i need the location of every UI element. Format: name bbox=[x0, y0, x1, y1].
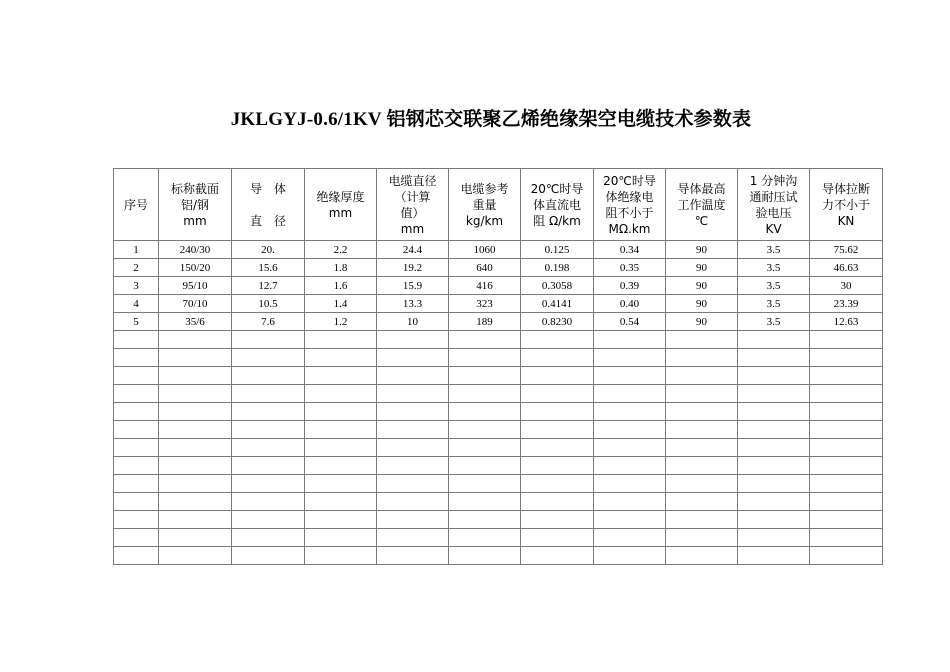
header-line: 值） bbox=[400, 205, 425, 220]
empty-cell bbox=[521, 475, 594, 493]
table-header-row bbox=[114, 169, 883, 241]
empty-cell bbox=[594, 385, 666, 403]
document-title: JKLGYJ-0.6/1KV 铝钢芯交联聚乙烯绝缘架空电缆技术参数表 bbox=[230, 109, 752, 130]
table-cell: 416 bbox=[449, 277, 521, 295]
empty-cell bbox=[114, 529, 159, 547]
empty-cell bbox=[305, 421, 377, 439]
empty-cell bbox=[738, 529, 810, 547]
empty-cell bbox=[810, 457, 883, 475]
empty-cell bbox=[114, 511, 159, 529]
empty-cell bbox=[159, 421, 232, 439]
header-line: 标称截面 bbox=[170, 181, 219, 196]
empty-table-row bbox=[114, 493, 883, 511]
empty-cell bbox=[594, 349, 666, 367]
header-line: 导体拉断 bbox=[821, 181, 870, 196]
empty-cell bbox=[521, 493, 594, 511]
empty-cell bbox=[449, 511, 521, 529]
table-cell: 2 bbox=[114, 259, 159, 277]
empty-cell bbox=[305, 331, 377, 349]
table-cell: 3.5 bbox=[738, 259, 810, 277]
table-cell: 150/20 bbox=[159, 259, 232, 277]
empty-cell bbox=[305, 457, 377, 475]
empty-cell bbox=[738, 349, 810, 367]
empty-cell bbox=[521, 367, 594, 385]
table-cell: 0.8230 bbox=[521, 313, 594, 331]
table-cell: 30 bbox=[810, 277, 883, 295]
empty-table-row bbox=[114, 403, 883, 421]
spec-table bbox=[113, 168, 883, 565]
empty-cell bbox=[594, 457, 666, 475]
empty-cell bbox=[159, 403, 232, 421]
empty-cell bbox=[377, 547, 449, 565]
empty-cell bbox=[666, 547, 738, 565]
empty-cell bbox=[521, 349, 594, 367]
table-cell: 13.3 bbox=[377, 295, 449, 313]
empty-cell bbox=[114, 547, 159, 565]
empty-cell bbox=[738, 439, 810, 457]
empty-cell bbox=[666, 349, 738, 367]
empty-cell bbox=[232, 547, 305, 565]
empty-cell bbox=[377, 529, 449, 547]
empty-cell bbox=[159, 493, 232, 511]
empty-cell bbox=[594, 421, 666, 439]
header-line: 力不小于 bbox=[821, 197, 870, 212]
header-line: 重量 bbox=[472, 197, 497, 212]
column-header bbox=[377, 169, 449, 241]
empty-cell bbox=[114, 385, 159, 403]
empty-cell bbox=[738, 475, 810, 493]
header-line: KV bbox=[765, 221, 782, 236]
empty-cell bbox=[666, 457, 738, 475]
empty-cell bbox=[449, 529, 521, 547]
empty-cell bbox=[594, 547, 666, 565]
header-line: 1 分钟沟 bbox=[749, 173, 798, 188]
table-cell: 95/10 bbox=[159, 277, 232, 295]
header-line bbox=[232, 197, 304, 213]
table-cell: 46.63 bbox=[810, 259, 883, 277]
table-cell: 15.6 bbox=[232, 259, 305, 277]
empty-cell bbox=[666, 367, 738, 385]
empty-cell bbox=[377, 421, 449, 439]
header-line: mm bbox=[183, 213, 207, 228]
empty-cell bbox=[305, 475, 377, 493]
table-cell: 35/6 bbox=[159, 313, 232, 331]
empty-cell bbox=[377, 349, 449, 367]
table-cell: 0.198 bbox=[521, 259, 594, 277]
table-cell: 1060 bbox=[449, 241, 521, 259]
table-cell: 189 bbox=[449, 313, 521, 331]
table-cell: 12.63 bbox=[810, 313, 883, 331]
table-cell: 90 bbox=[666, 259, 738, 277]
table-cell: 0.125 bbox=[521, 241, 594, 259]
table-cell: 0.3058 bbox=[521, 277, 594, 295]
table-cell: 640 bbox=[449, 259, 521, 277]
header-line: 阻 Ω/km bbox=[533, 213, 581, 228]
empty-cell bbox=[810, 547, 883, 565]
empty-cell bbox=[738, 385, 810, 403]
empty-cell bbox=[810, 529, 883, 547]
header-line: 电缆参考 bbox=[460, 181, 509, 196]
header-line: 验电压 bbox=[755, 205, 792, 220]
table-cell: 5 bbox=[114, 313, 159, 331]
empty-cell bbox=[232, 349, 305, 367]
table-cell: 3.5 bbox=[738, 277, 810, 295]
empty-cell bbox=[232, 403, 305, 421]
empty-cell bbox=[449, 547, 521, 565]
empty-cell bbox=[810, 367, 883, 385]
empty-cell bbox=[521, 511, 594, 529]
empty-table-row bbox=[114, 331, 883, 349]
empty-cell bbox=[305, 439, 377, 457]
empty-cell bbox=[377, 331, 449, 349]
header-line: 20℃时导 bbox=[530, 181, 584, 196]
header-line: mm bbox=[328, 205, 353, 220]
column-header bbox=[810, 169, 883, 241]
empty-cell bbox=[521, 421, 594, 439]
empty-cell bbox=[305, 493, 377, 511]
column-header bbox=[449, 169, 521, 241]
table-cell: 0.35 bbox=[594, 259, 666, 277]
empty-cell bbox=[666, 511, 738, 529]
empty-table-row bbox=[114, 457, 883, 475]
empty-cell bbox=[232, 367, 305, 385]
column-header bbox=[159, 169, 232, 241]
empty-cell bbox=[738, 493, 810, 511]
header-line: 体直流电 bbox=[532, 197, 581, 212]
empty-cell bbox=[521, 403, 594, 421]
empty-cell bbox=[594, 529, 666, 547]
empty-cell bbox=[305, 403, 377, 421]
empty-cell bbox=[305, 367, 377, 385]
empty-table-row bbox=[114, 367, 883, 385]
table-cell: 70/10 bbox=[159, 295, 232, 313]
header-line: 绝缘厚度 bbox=[316, 189, 365, 204]
empty-table-row bbox=[114, 385, 883, 403]
empty-cell bbox=[810, 493, 883, 511]
empty-cell bbox=[594, 511, 666, 529]
empty-cell bbox=[810, 421, 883, 439]
table-cell: 3 bbox=[114, 277, 159, 295]
table-cell: 20. bbox=[232, 241, 305, 259]
empty-cell bbox=[114, 493, 159, 511]
empty-cell bbox=[666, 403, 738, 421]
empty-cell bbox=[159, 367, 232, 385]
empty-cell bbox=[738, 403, 810, 421]
header-line: 阻不小于 bbox=[605, 205, 654, 220]
empty-table-row bbox=[114, 421, 883, 439]
table-row bbox=[114, 313, 883, 331]
table-cell: 1.8 bbox=[305, 259, 377, 277]
empty-cell bbox=[377, 475, 449, 493]
header-line: KN bbox=[837, 213, 855, 228]
table-cell: 75.62 bbox=[810, 241, 883, 259]
empty-cell bbox=[449, 493, 521, 511]
header-line: 铝/钢 bbox=[180, 197, 210, 212]
empty-cell bbox=[377, 385, 449, 403]
empty-cell bbox=[232, 331, 305, 349]
column-header bbox=[594, 169, 666, 241]
empty-cell bbox=[159, 331, 232, 349]
table-row bbox=[114, 295, 883, 313]
empty-cell bbox=[521, 385, 594, 403]
empty-cell bbox=[305, 547, 377, 565]
empty-cell bbox=[449, 331, 521, 349]
header-line: 直 径 bbox=[249, 213, 286, 228]
table-cell: 19.2 bbox=[377, 259, 449, 277]
table-cell: 90 bbox=[666, 241, 738, 259]
header-line: MΩ.km bbox=[608, 221, 651, 236]
empty-cell bbox=[666, 493, 738, 511]
table-cell: 1.4 bbox=[305, 295, 377, 313]
empty-cell bbox=[377, 493, 449, 511]
empty-cell bbox=[738, 511, 810, 529]
empty-cell bbox=[666, 331, 738, 349]
empty-cell bbox=[666, 421, 738, 439]
table-cell: 323 bbox=[449, 295, 521, 313]
empty-cell bbox=[159, 547, 232, 565]
empty-cell bbox=[810, 439, 883, 457]
empty-table-row bbox=[114, 547, 883, 565]
empty-cell bbox=[738, 331, 810, 349]
empty-table-row bbox=[114, 349, 883, 367]
empty-cell bbox=[159, 511, 232, 529]
header-line: 20℃时导 bbox=[603, 173, 656, 188]
empty-cell bbox=[810, 349, 883, 367]
empty-cell bbox=[594, 439, 666, 457]
empty-cell bbox=[159, 349, 232, 367]
header-line: 体绝缘电 bbox=[605, 189, 654, 204]
empty-table-row bbox=[114, 511, 883, 529]
table-cell: 90 bbox=[666, 313, 738, 331]
empty-cell bbox=[521, 529, 594, 547]
empty-table-row bbox=[114, 439, 883, 457]
header-line: （计算 bbox=[394, 189, 431, 204]
empty-cell bbox=[449, 349, 521, 367]
table-cell: 3.5 bbox=[738, 241, 810, 259]
empty-cell bbox=[377, 439, 449, 457]
header-line: kg/km bbox=[465, 213, 504, 228]
empty-cell bbox=[114, 421, 159, 439]
empty-table-row bbox=[114, 475, 883, 493]
empty-cell bbox=[232, 475, 305, 493]
empty-cell bbox=[377, 367, 449, 385]
empty-cell bbox=[810, 475, 883, 493]
empty-cell bbox=[159, 475, 232, 493]
column-header bbox=[738, 169, 810, 241]
table-cell: 1.2 bbox=[305, 313, 377, 331]
empty-cell bbox=[594, 493, 666, 511]
empty-cell bbox=[594, 403, 666, 421]
table-cell: 2.2 bbox=[305, 241, 377, 259]
empty-cell bbox=[377, 403, 449, 421]
table-cell: 0.4141 bbox=[521, 295, 594, 313]
empty-cell bbox=[232, 439, 305, 457]
table-cell: 24.4 bbox=[377, 241, 449, 259]
empty-cell bbox=[594, 367, 666, 385]
table-cell: 12.7 bbox=[232, 277, 305, 295]
empty-table-row bbox=[114, 529, 883, 547]
header-line: 通耐压试 bbox=[749, 189, 798, 204]
column-header bbox=[232, 169, 305, 241]
table-cell: 240/30 bbox=[159, 241, 232, 259]
header-line: 序号 bbox=[123, 197, 148, 212]
empty-cell bbox=[666, 529, 738, 547]
empty-cell bbox=[738, 421, 810, 439]
empty-cell bbox=[232, 493, 305, 511]
empty-cell bbox=[521, 331, 594, 349]
table-body bbox=[114, 241, 883, 565]
empty-cell bbox=[449, 367, 521, 385]
header-line: 导体最高 bbox=[677, 181, 726, 196]
empty-cell bbox=[305, 529, 377, 547]
empty-cell bbox=[114, 475, 159, 493]
table-cell: 4 bbox=[114, 295, 159, 313]
column-header bbox=[305, 169, 377, 241]
empty-cell bbox=[305, 385, 377, 403]
empty-cell bbox=[449, 385, 521, 403]
empty-cell bbox=[666, 439, 738, 457]
table-cell: 90 bbox=[666, 277, 738, 295]
table-cell: 7.6 bbox=[232, 313, 305, 331]
empty-cell bbox=[810, 385, 883, 403]
empty-cell bbox=[810, 511, 883, 529]
empty-cell bbox=[594, 475, 666, 493]
empty-cell bbox=[521, 547, 594, 565]
empty-cell bbox=[159, 457, 232, 475]
empty-cell bbox=[810, 403, 883, 421]
empty-cell bbox=[305, 511, 377, 529]
table-cell: 3.5 bbox=[738, 295, 810, 313]
table-cell: 0.54 bbox=[594, 313, 666, 331]
empty-cell bbox=[114, 403, 159, 421]
column-header bbox=[521, 169, 594, 241]
empty-cell bbox=[738, 457, 810, 475]
table-row bbox=[114, 259, 883, 277]
empty-cell bbox=[114, 457, 159, 475]
column-header bbox=[114, 169, 159, 241]
empty-cell bbox=[305, 349, 377, 367]
empty-cell bbox=[232, 385, 305, 403]
empty-cell bbox=[114, 367, 159, 385]
empty-cell bbox=[232, 511, 305, 529]
empty-cell bbox=[159, 385, 232, 403]
empty-cell bbox=[594, 331, 666, 349]
table-cell: 10 bbox=[377, 313, 449, 331]
table-cell: 90 bbox=[666, 295, 738, 313]
table-cell: 10.5 bbox=[232, 295, 305, 313]
empty-cell bbox=[521, 457, 594, 475]
header-line: mm bbox=[400, 221, 425, 236]
header-line: ℃ bbox=[694, 213, 709, 228]
table-row bbox=[114, 241, 883, 259]
empty-cell bbox=[232, 421, 305, 439]
empty-cell bbox=[666, 385, 738, 403]
column-header bbox=[666, 169, 738, 241]
table-cell: 3.5 bbox=[738, 313, 810, 331]
empty-cell bbox=[666, 475, 738, 493]
empty-cell bbox=[377, 511, 449, 529]
header-line: 导 体 bbox=[249, 181, 286, 196]
table-cell: 15.9 bbox=[377, 277, 449, 295]
table-cell: 1.6 bbox=[305, 277, 377, 295]
table-cell: 0.39 bbox=[594, 277, 666, 295]
empty-cell bbox=[738, 367, 810, 385]
empty-cell bbox=[114, 439, 159, 457]
empty-cell bbox=[114, 331, 159, 349]
header-line: 工作温度 bbox=[677, 197, 726, 212]
empty-cell bbox=[114, 349, 159, 367]
table-cell: 1 bbox=[114, 241, 159, 259]
empty-cell bbox=[521, 439, 594, 457]
empty-cell bbox=[449, 475, 521, 493]
empty-cell bbox=[159, 439, 232, 457]
header-line: 电缆直径 bbox=[388, 173, 437, 188]
empty-cell bbox=[449, 439, 521, 457]
empty-cell bbox=[449, 403, 521, 421]
empty-cell bbox=[377, 457, 449, 475]
table-cell: 0.34 bbox=[594, 241, 666, 259]
table-cell: 23.39 bbox=[810, 295, 883, 313]
empty-cell bbox=[232, 457, 305, 475]
empty-cell bbox=[738, 547, 810, 565]
empty-cell bbox=[449, 457, 521, 475]
empty-cell bbox=[232, 529, 305, 547]
empty-cell bbox=[810, 331, 883, 349]
table-row bbox=[114, 277, 883, 295]
empty-cell bbox=[449, 421, 521, 439]
empty-cell bbox=[159, 529, 232, 547]
table-cell: 0.40 bbox=[594, 295, 666, 313]
